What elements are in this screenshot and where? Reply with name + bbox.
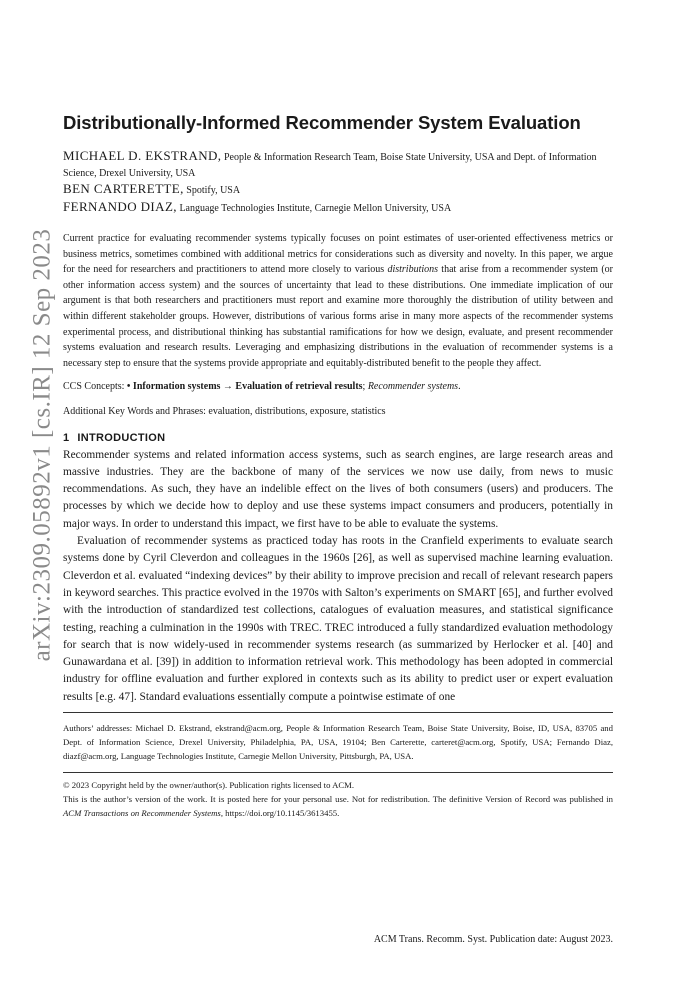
- ccs-concept: Evaluation of retrieval results: [235, 381, 363, 393]
- author-2: [63, 181, 613, 199]
- ccs-bullet: •: [126, 381, 133, 393]
- paper-title: Distributionally-Informed Recommender System Evaluation: [63, 112, 581, 133]
- abstract: [63, 231, 613, 371]
- version-notice: [63, 792, 613, 820]
- ccs-end: .: [458, 381, 461, 393]
- doi-text: , https://doi.org/10.1145/3613455.: [220, 807, 340, 818]
- author-name: FERNANDO DIAZ,: [63, 198, 177, 214]
- section-heading: [63, 432, 613, 444]
- authors-addresses: Authors’ addresses: Michael D. Ekstrand, ekstrand@acm.org, People & Information Research Team, Boise State University, Boise, ID, USA, 83705 and Dept. of Information Science, Drexel University, Philadelphia, PA, USA, 19104; Ben Carterette, carteret@acm.org, Spotify, USA; Fernando Diaz, diazf@acm.org, Language Technologies Institute, Carnegie Mellon University, Pittsburgh, PA, USA.: [63, 722, 613, 761]
- abstract-emphasis: distributions: [387, 264, 439, 276]
- ccs-concepts: [63, 379, 613, 395]
- paper-page: [63, 112, 613, 820]
- author-name: BEN CARTERETTE,: [63, 181, 184, 196]
- paragraph: Recommender systems and related information access systems, such as search engines, are large research areas and massive industries. They are the backbone of many of the services we now use daily, from news to music recommendations. As such, they have an indelible effect on the lives of both consumers (users) and producers. The processes by which we decide how to deploy and use these systems impact consumers and producers, potentially in major ways. In order to understand this impact, we first have to be able to evaluate the systems.: [63, 448, 613, 530]
- journal-name: ACM Transactions on Recommender Systems: [63, 807, 221, 818]
- author-name: MICHAEL D. EKSTRAND,: [63, 148, 222, 163]
- arxiv-stamp: [22, 205, 62, 685]
- copyright-block: [63, 773, 613, 820]
- author-affiliation: Language Technologies Institute, Carnegie Mellon University, USA: [176, 202, 452, 214]
- copyright-line: © 2023 Copyright held by the owner/author(s). Publication rights licensed to ACM.: [63, 779, 355, 790]
- abstract-text: that arise from a recommender system (or other information access system) and the sources of uncertainty that lead to these distributions. One immediate implication of our argument is that both researchers and practitioners must report and examine more thoroughly the distribution of utility between and within different stakeholder groups. However, distributions of various forms arise in many more aspects of the recommender systems experimental process, and distributional thinking has substantial ramifications for how we design, evaluate, and present recommender systems evaluation and research results. Leveraging and emphasizing distributions in the evaluation of recommender systems is a necessary step to ensure that the systems provide appropriate and equitably-distributed benefit to the people they affect.: [63, 264, 613, 369]
- keywords: Additional Key Words and Phrases: evaluation, distributions, exposure, statistics: [63, 405, 386, 417]
- version-text: This is the author’s version of the work. It is posted here for your personal use. Not for redistribution. The definitive Version of Record was published in: [63, 793, 613, 804]
- author-affiliation: Spotify, USA: [183, 185, 241, 196]
- arxiv-stamp-text: arXiv:2309.05892v1 [cs.IR] 12 Sep 2023: [28, 228, 55, 662]
- ccs-concept: Recommender systems: [367, 381, 459, 393]
- ccs-arrow: →: [220, 381, 236, 393]
- ccs-label: CCS Concepts:: [63, 381, 127, 393]
- ccs-concept: Information systems: [132, 381, 221, 393]
- body-text: [63, 447, 613, 706]
- author-3: [63, 199, 613, 217]
- ccs-separator: ;: [362, 381, 368, 393]
- author-affiliation: People & Information Research Team, Boise State University, USA and Dept. of Information Science, Drexel University, USA: [63, 152, 597, 179]
- section-number: 1: [63, 431, 70, 444]
- section-title: INTRODUCTION: [77, 431, 166, 444]
- publication-date-footer: ACM Trans. Recomm. Syst. Publication date: August 2023.: [373, 934, 613, 945]
- abstract-text: Current practice for evaluating recommender systems typically focuses on point estimates of user-oriented effectiveness metrics or business metrics, sometimes combined with additional metrics for considerations such as diversity and novelty. In this paper, we argue for the need for researchers and practitioners to attend more closely to various: [63, 233, 613, 276]
- paragraph: Evaluation of recommender systems as practiced today has roots in the Cranfield experiments to evaluate search systems done by Cyril Cleverdon and colleagues in the 1960s [26], as well as supervised machine learning evaluation. Cleverdon et al. evaluated “indexing devices” by their ability to improve precision and recall of relevant research papers in keyword searches. This practice evolved in the 1970s with Salton’s experiments on SMART [65], and further evolved with the introduction of standardized test collections, catalogues of evaluation measures, and statistical significance testing, reaching a culmination in the 1990s with TREC. TREC introduced a fully standardized evaluation methodology for search that is now widely-used in recommender systems research (as summarized by Herlocker et al. [40] and Gunawardana et al. [39]) in addition to information retrieval work. This methodology has been adopted in commercial industry for offline evaluation and further explored in contexts such as its ability to predict user or expert evaluation results [e.g. 47]. Standard evaluations essentially compute a pointwise estimate of one: [63, 535, 613, 703]
- author-1: [63, 148, 613, 181]
